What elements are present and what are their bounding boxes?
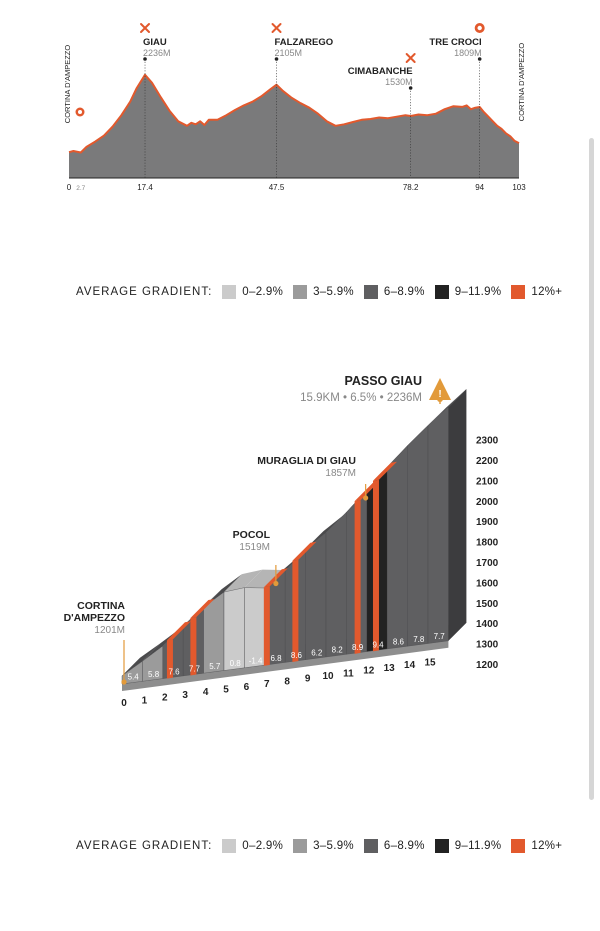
profile-x-tick: 47.5 xyxy=(268,183,285,192)
km-axis-label: 7 xyxy=(264,679,270,691)
elevation-axis-label: 1400 xyxy=(476,619,499,631)
km-axis-label: 3 xyxy=(182,689,188,701)
start-flag-icon-inner xyxy=(78,110,82,114)
passo-giau-climb-chart xyxy=(64,374,499,709)
legend-swatch xyxy=(222,285,236,299)
gradient-legend-top xyxy=(76,282,572,302)
km-axis-label: 14 xyxy=(404,660,416,672)
legend-label: 6–8.9% xyxy=(383,286,425,298)
elevation-axis-label: 2100 xyxy=(476,476,499,488)
waypoint-elevation: 1857M xyxy=(325,468,356,479)
waypoint-dot xyxy=(273,581,278,586)
km-axis-label: 2 xyxy=(162,692,168,704)
legend-swatch xyxy=(293,839,307,853)
km-axis-label: 13 xyxy=(383,662,395,674)
gradient-label: 6.2 xyxy=(311,648,323,658)
gradient-label: 8.2 xyxy=(331,645,343,655)
km-axis-label: 5 xyxy=(223,684,229,696)
elevation-axis-label: 2300 xyxy=(476,435,499,447)
legend-label: 0–2.9% xyxy=(242,286,284,298)
profile-x-tick: 94 xyxy=(475,183,485,192)
legend-swatch xyxy=(364,839,378,853)
summit-elevation: 2105M xyxy=(274,48,303,58)
climb-title: PASSO GIAU xyxy=(344,374,422,388)
profile-x-tick: 0 xyxy=(66,183,72,192)
elevation-axis-label: 1500 xyxy=(476,598,499,610)
segment-front xyxy=(408,426,428,646)
profile-x-tick: 2.7 xyxy=(76,185,86,192)
summit-warning-icon-mark: ! xyxy=(438,389,442,400)
km-axis-label: 15 xyxy=(424,657,436,669)
gradient-label: 5.4 xyxy=(127,672,139,682)
waypoint-name: CORTINA xyxy=(77,600,125,612)
legend-swatch xyxy=(511,839,525,853)
gradient-legend-bottom xyxy=(76,836,572,856)
legend-label: 6–8.9% xyxy=(383,840,425,852)
km-axis-label: 8 xyxy=(284,676,290,688)
km-axis-label: 12 xyxy=(363,665,375,677)
legend-label: 9–11.9% xyxy=(454,286,502,298)
elevation-axis-label: 1600 xyxy=(476,578,499,590)
legend-swatch xyxy=(435,839,449,853)
waypoint-elevation: 1519M xyxy=(239,542,270,553)
legend-label: 12%+ xyxy=(531,840,563,852)
legend-item xyxy=(364,839,425,853)
mountain-climb-icon xyxy=(407,54,415,62)
steep-stripe-front xyxy=(355,500,361,654)
legend-title: AVERAGE GRADIENT: xyxy=(76,840,213,852)
legend-item xyxy=(222,839,283,853)
legend-item xyxy=(511,285,562,299)
elevation-axis-label: 1300 xyxy=(476,639,499,651)
gradient-label: -1.4 xyxy=(248,656,263,666)
legend-label: 9–11.9% xyxy=(454,840,502,852)
waypoint-elevation: 1201M xyxy=(94,625,125,636)
gradient-label: 7.6 xyxy=(168,667,180,677)
elevation-axis-label: 1700 xyxy=(476,558,499,569)
profile-x-tick: 103 xyxy=(512,183,526,192)
legend-item xyxy=(511,839,562,853)
legend-label: 12%+ xyxy=(531,286,563,298)
gradient-label: 0.8 xyxy=(229,659,241,669)
legend-title: AVERAGE GRADIENT: xyxy=(76,286,213,298)
segment-front xyxy=(387,445,407,648)
legend-item xyxy=(435,285,502,299)
legend-label: 0–2.9% xyxy=(242,840,284,852)
summit-name: TRE CROCI xyxy=(429,37,482,48)
gradient-label: 7.8 xyxy=(413,634,425,644)
segment-front xyxy=(224,588,244,671)
summit-elevation: 1809M xyxy=(454,48,482,58)
gradient-label: 9.4 xyxy=(372,640,384,650)
waypoint-dot xyxy=(363,495,368,500)
summit-name: CIMABANCHE xyxy=(347,66,413,77)
profile-x-tick: 78.2 xyxy=(402,183,419,192)
legend-swatch xyxy=(511,285,525,299)
gradient-label: 7.7 xyxy=(433,632,445,642)
gradient-label: 6.8 xyxy=(270,653,282,663)
mountain-climb-icon xyxy=(273,24,281,32)
legend-swatch xyxy=(435,285,449,299)
elevation-axis-label: 1200 xyxy=(476,660,499,671)
legend-item xyxy=(364,285,425,299)
elevation-axis-label: 1800 xyxy=(476,537,499,549)
summit-elevation: 2236M xyxy=(143,48,171,58)
elevation-axis-label: 2200 xyxy=(476,456,499,467)
elevation-axis-label: 2000 xyxy=(476,496,499,508)
profile-end-label: CORTINA D'AMPEZZO xyxy=(517,42,526,122)
km-axis-label: 10 xyxy=(322,671,334,682)
gradient-label: 8.9 xyxy=(352,642,364,652)
km-axis-label: 0 xyxy=(121,698,127,709)
elevation-axis-label: 1900 xyxy=(476,517,499,529)
km-axis-label: 9 xyxy=(304,673,311,685)
legend-swatch xyxy=(293,285,307,299)
legend-item xyxy=(293,285,354,299)
mountain-climb-icon xyxy=(141,24,149,32)
legend-label: 3–5.9% xyxy=(313,840,354,852)
gradient-label: 7.7 xyxy=(188,664,200,674)
km-axis-label: 1 xyxy=(141,695,148,707)
legend-item xyxy=(435,839,502,853)
gradient-label: 5.8 xyxy=(148,669,160,679)
steep-stripe-front xyxy=(373,480,379,652)
sprint-badge-icon-inner xyxy=(477,26,481,30)
km-axis-label: 11 xyxy=(343,668,354,680)
waypoint-name: D'AMPEZZO xyxy=(63,612,125,624)
route-profile-chart xyxy=(63,23,526,192)
steep-stripe-front xyxy=(292,560,298,662)
legend-swatch xyxy=(364,285,378,299)
legend-item xyxy=(222,285,283,299)
waypoint-dot xyxy=(121,679,126,684)
end-cap xyxy=(448,389,466,641)
climb-subtitle: 15.9KM • 6.5% • 2236M xyxy=(300,392,422,404)
summit-elevation: 1530M xyxy=(385,77,413,87)
legend-swatch xyxy=(222,839,236,853)
scrollbar-thumb[interactable] xyxy=(589,138,594,800)
steep-stripe-front xyxy=(264,586,270,666)
waypoint-name: POCOL xyxy=(232,529,270,541)
gradient-label: 8.6 xyxy=(392,637,404,647)
summit-name: GIAU xyxy=(143,37,167,48)
segment-front xyxy=(306,533,326,660)
waypoint-name: MURAGLIA DI GIAU xyxy=(257,455,356,467)
km-axis-label: 6 xyxy=(243,681,250,693)
km-axis-label: 4 xyxy=(202,687,209,699)
profile-start-label: CORTINA D'AMPEZZO xyxy=(63,44,72,124)
legend-item xyxy=(293,839,354,853)
profile-x-tick: 17.4 xyxy=(137,183,153,192)
legend-label: 3–5.9% xyxy=(313,286,354,298)
summit-name: FALZAREGO xyxy=(274,37,334,48)
gradient-label: 8.6 xyxy=(290,651,302,661)
segment-front xyxy=(428,407,448,644)
segment-front xyxy=(326,512,346,657)
gradient-label: 5.7 xyxy=(209,661,221,671)
